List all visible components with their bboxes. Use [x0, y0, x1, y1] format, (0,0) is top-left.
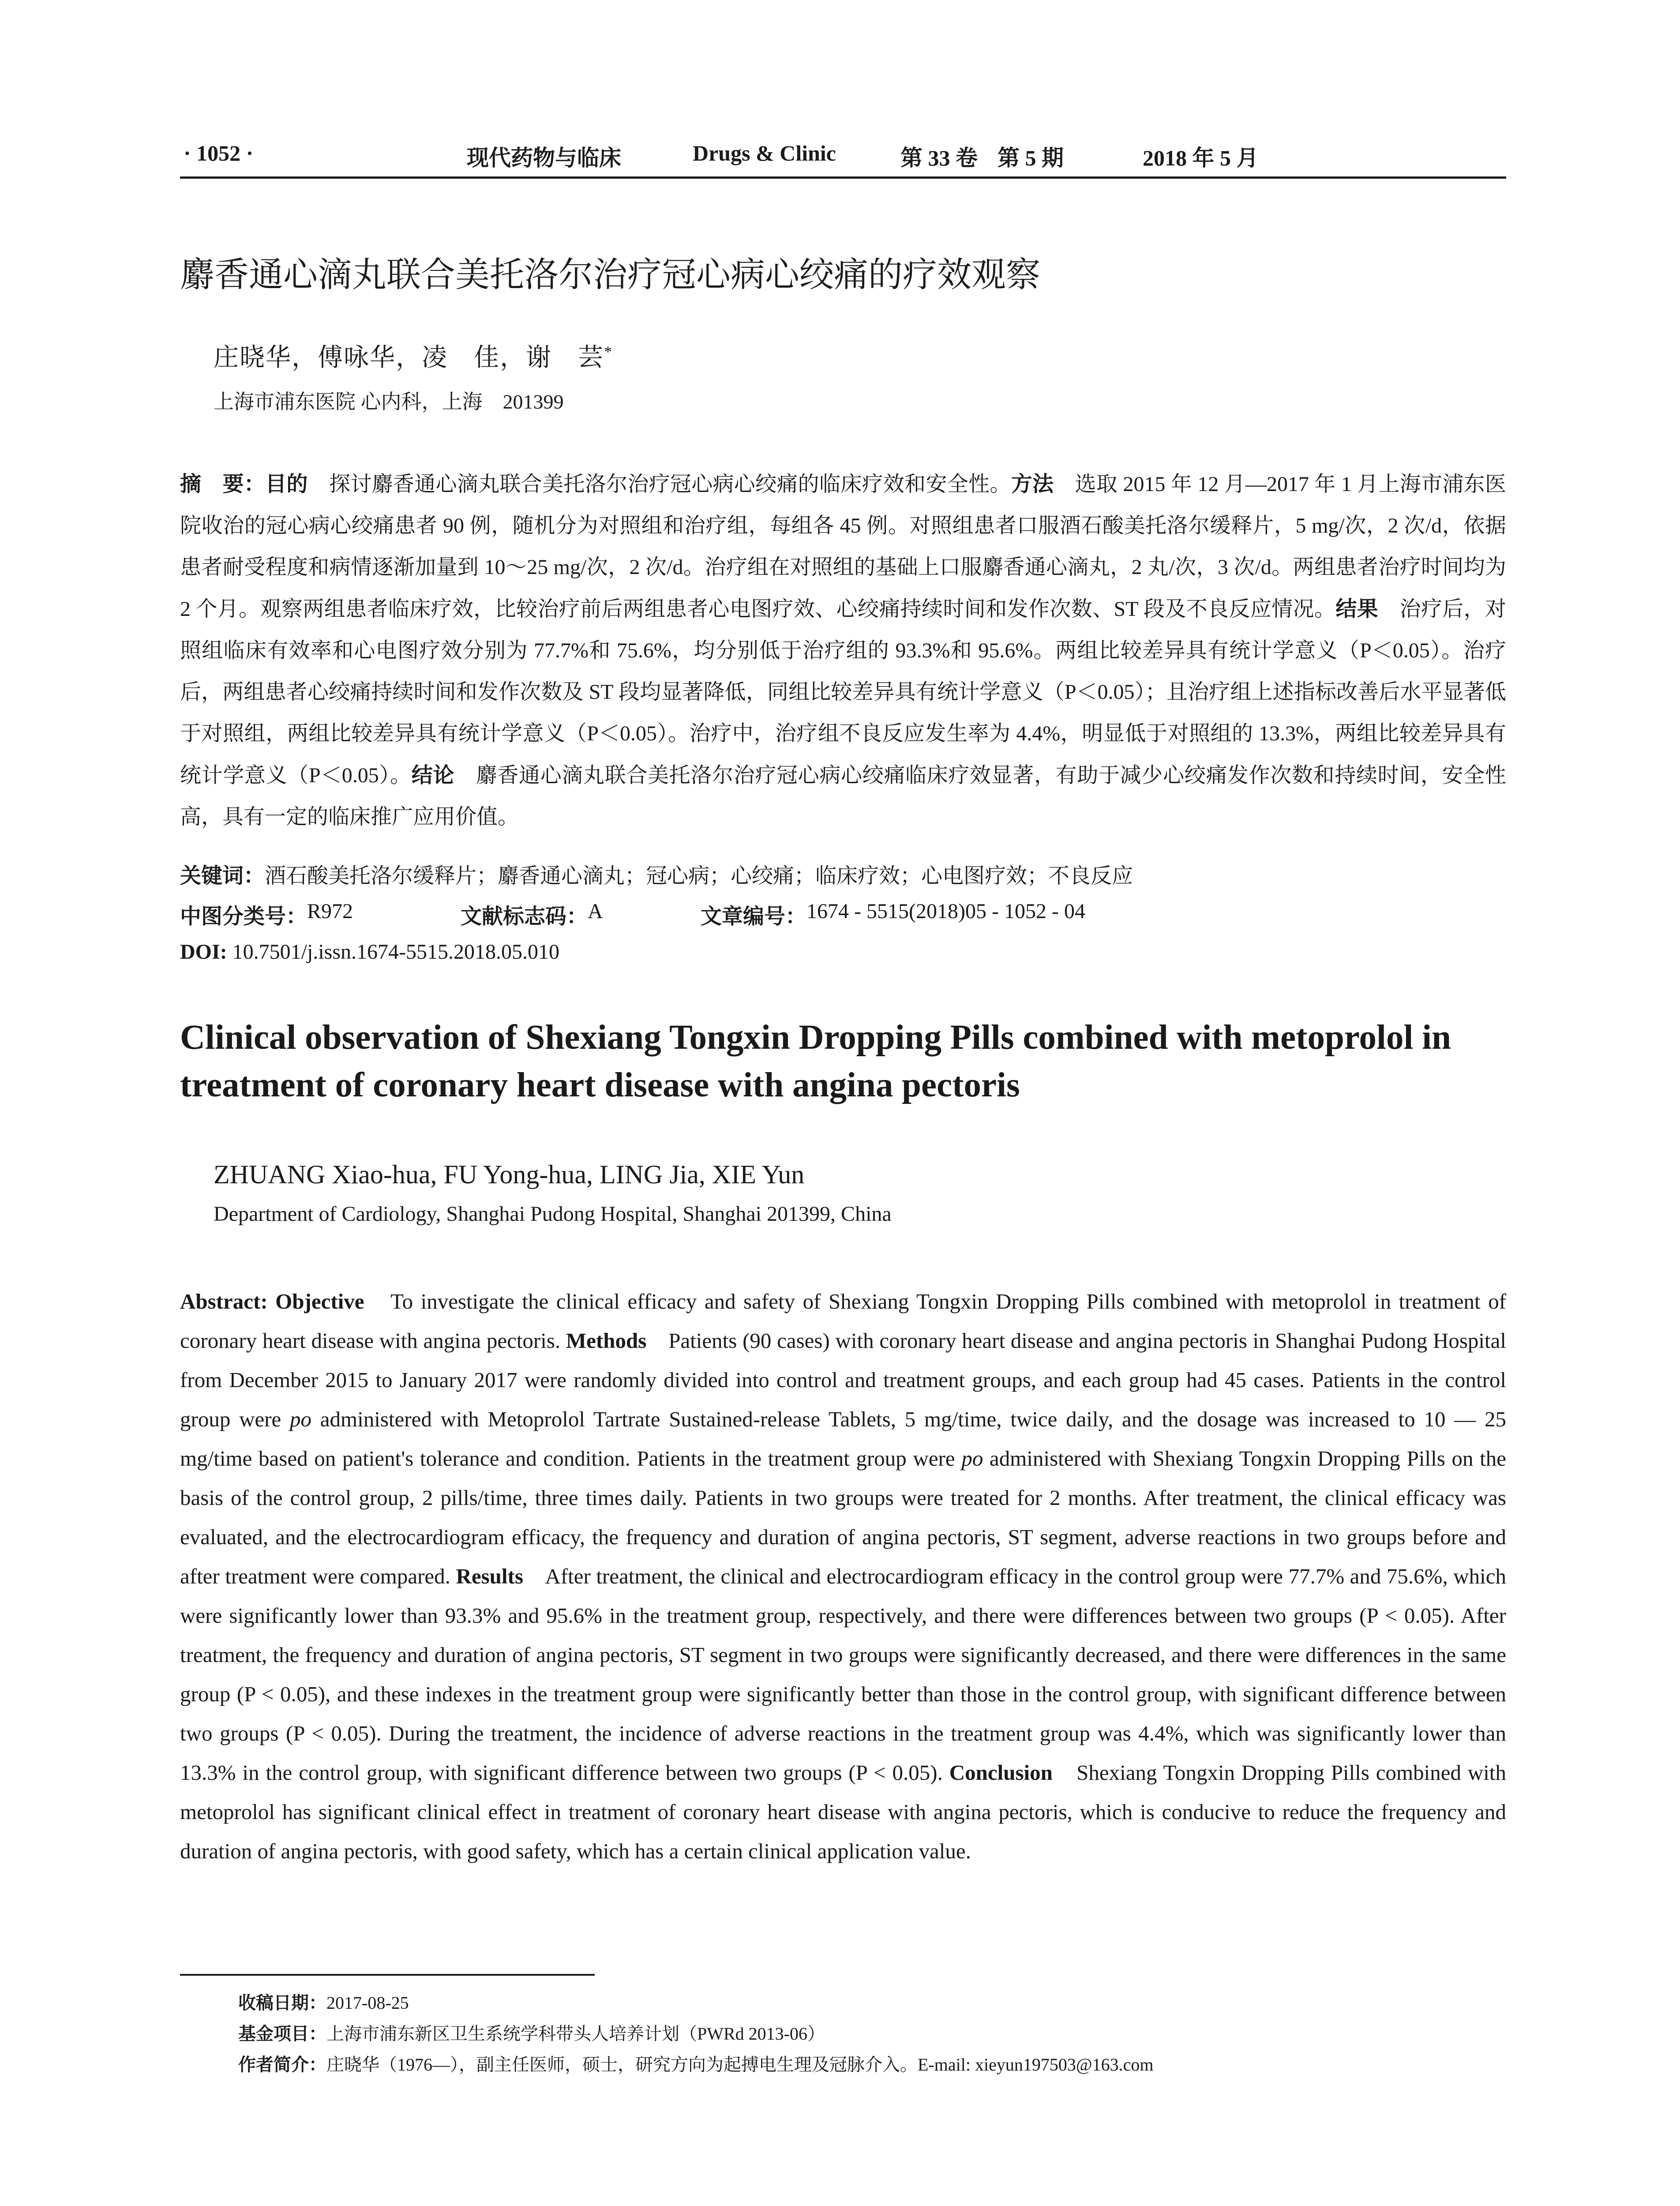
methods-en-text-2: administered with Metoprolol Tartrate Sustained-release Tablets, 5 mg/time, twice daily, and the dosage was increased to 10 — 25 mg/time based on patient's tolerance and condition. Patients in the treatment group were: [180, 1407, 1506, 1471]
clc-value: R972: [307, 900, 353, 923]
objective-en-text: To investigate the clinical efficacy and safety of Shexiang Tongxin Dropping Pills combined with metoprolol in treatment of coronary heart disease with angina pectoris.: [180, 1289, 1507, 1353]
affiliation-cn: 上海市浦东医院 心内科，上海 201399: [214, 390, 564, 413]
fund-label: 基金项目：: [238, 2024, 326, 2044]
authors-en: ZHUANG Xiao-hua, FU Yong-hua, LING Jia, XIE Yun: [214, 1160, 805, 1189]
po-abbrev-2: po: [961, 1446, 983, 1471]
doc-code-label: 文献标志码：: [461, 904, 588, 929]
objective-cn-text: 探讨麝香通心滴丸联合美托洛尔治疗冠心病心绞痛的临床疗效和安全性。: [308, 473, 1011, 496]
keywords-text: 酒石酸美托洛尔缓释片；麝香通心滴丸；冠心病；心绞痛；临床疗效；心电图疗效；不良反应: [265, 864, 1133, 888]
abstract-cn: [180, 463, 1506, 838]
footnote-divider: [180, 1974, 595, 1976]
conclusion-en-text: Shexiang Tongxin Dropping Pills combined with metoprolol has significant clinical effect in treatment of coronary heart disease with angina pectoris, which is conducive to reduce the frequency and duration of angina pectoris, with good safety, which has a certain clinical application value.: [180, 1760, 1506, 1863]
affiliation-en: Department of Cardiology, Shanghai Pudong Hospital, Shanghai 201399, China: [214, 1202, 892, 1226]
doi-label: DOI:: [180, 940, 227, 964]
methods-en-text-1: Patients (90 cases) with coronary heart disease and angina pectoris in Shanghai Pudong Hospital from December 2015 to January 2017 were randomly divided into control and treatment groups, and each group had 45 cases. Patients in the control group were: [180, 1328, 1506, 1431]
journal-name-cn: 现代药物与临床: [467, 146, 621, 170]
author-bio-value: 庄晓华（1976—），副主任医师，硕士，研究方向为起搏电生理及冠脉介入。E-mail: xieyun197503@163.com: [326, 2055, 1154, 2075]
methods-cn-text: 选取 2015 年 12 月—2017 年 1 月上海市浦东医院收治的冠心病心绞痛患者 90 例，随机分为对照组和治疗组，每组各 45 例。对照组患者口服酒石酸美托洛尔缓释片，5 mg/次，2 次/d，依据患者耐受程度和病情逐渐加量到 10～25 mg/次，2 次/d。治疗组在对照组的基础上口服麝香通心滴丸，2 丸/次，3 次/d。两组患者治疗时间均为 2 个月。观察两组患者临床疗效，比较治疗前后两组患者心电图疗效、心绞痛持续时间和发作次数、ST 段及不良反应情况。: [180, 473, 1506, 621]
article-title-cn: 麝香通心滴丸联合美托洛尔治疗冠心病心绞痛的疗效观察: [180, 255, 1041, 295]
objective-cn-label: 目的: [265, 472, 308, 496]
journal-name-en: Drugs & Clinic: [693, 141, 836, 165]
author-names-cn: 庄晓华，傅咏华，凌 佳，谢 芸: [214, 344, 604, 371]
journal-volume: 第 33 卷: [900, 146, 978, 170]
abstract-en: [180, 1282, 1506, 1871]
authors-cn: [214, 337, 613, 373]
methods-en-text-3: administered with Shexiang Tongxin Dropping Pills on the basis of the control group, 2 pills/time, three times daily. Patients in two groups were treated for 2 months. After treatment, the clinical efficacy was evaluated, and the electrocardiogram efficacy, the frequency and duration of angina pectoris, ST segment, adverse reactions in two groups before and after treatment were compared.: [180, 1446, 1506, 1588]
author-bio-label: 作者简介：: [238, 2055, 326, 2075]
clc-field: [180, 899, 353, 930]
journal-date: 2018 年 5 月: [1143, 146, 1259, 170]
results-cn-text: 治疗后，对照组临床有效率和心电图疗效分别为 77.7%和 75.6%，均分别低于治疗组的 93.3%和 95.6%。两组比较差异具有统计学意义（P＜0.05）。治疗后，两组患者心绞痛持续时间和发作次数及 ST 段均显著降低，同组比较差异具有统计学意义（P＜0.05）；且治疗组上述指标改善后水平显著低于对照组，两组比较差异具有统计学意义（P＜0.05）。治疗中，治疗组不良反应发生率为 4.4%，明显低于对照组的 13.3%，两组比较差异具有统计学意义（P＜0.05）。: [180, 597, 1506, 787]
keywords-line: [180, 859, 1133, 889]
methods-en-label: Methods: [566, 1328, 647, 1353]
methods-cn-label: 方法: [1011, 472, 1054, 496]
conclusion-cn-text: 麝香通心滴丸联合美托洛尔治疗冠心病心绞痛临床疗效显著，有助于减少心绞痛发作次数和持续时间，安全性高，具有一定的临床推广应用价值。: [180, 764, 1506, 829]
footnote-author: [238, 2051, 1154, 2076]
article-title-en: Clinical observation of Shexiang Tongxin Dropping Pills combined with metoprolol in treatment of coronary heart disease with angina pectoris: [180, 1018, 1451, 1104]
running-header: [180, 140, 1506, 176]
fund-value: 上海市浦东新区卫生系统学科带头人培养计划（PWRd 2013-06）: [326, 2024, 825, 2044]
doc-code-value: A: [588, 900, 603, 923]
keywords-label: 关键词：: [180, 863, 265, 888]
footnote-received: [238, 1989, 409, 2014]
received-value: 2017-08-25: [326, 1993, 409, 2013]
article-number-value: 1674 - 5515(2018)05 - 1052 - 04: [806, 900, 1085, 923]
results-en-text: After treatment, the clinical and electrocardiogram efficacy in the control group were 77.7% and 75.6%, which were significantly lower than 93.3% and 95.6% in the treatment group, respectively, and there were differences between two groups (P < 0.05). After treatment, the frequency and duration of angina pectoris, ST segment in two groups were significantly decreased, and there were differences in the same group (P < 0.05), and these indexes in the treatment group were significantly better than those in the control group, with significant difference between two groups (P < 0.05). During the treatment, the incidence of adverse reactions in the treatment group was 4.4%, which was significantly lower than 13.3% in the control group, with significant difference between two groups (P < 0.05).: [180, 1564, 1506, 1785]
results-cn-label: 结果: [1335, 597, 1379, 621]
clc-label: 中图分类号：: [180, 904, 308, 929]
doi-value: 10.7501/j.issn.1674-5515.2018.05.010: [227, 940, 560, 964]
conclusion-en-label: Conclusion: [949, 1760, 1053, 1785]
conclusion-cn-label: 结论: [411, 763, 455, 788]
footnote-fund: [238, 2020, 825, 2045]
abstract-en-label: Abstract: Objective: [180, 1289, 364, 1313]
doc-code-field: [461, 899, 603, 930]
article-number-field: [701, 899, 1085, 930]
corresponding-author-mark: *: [604, 343, 613, 360]
article-number-label: 文章编号：: [701, 904, 807, 929]
results-en-label: Results: [456, 1564, 523, 1588]
journal-issue: 第 5 期: [998, 146, 1064, 170]
po-abbrev-1: po: [290, 1407, 312, 1431]
abstract-cn-label: 摘 要：: [180, 472, 266, 496]
header-divider: [180, 176, 1506, 179]
received-label: 收稿日期：: [238, 1993, 326, 2013]
doi-line: [180, 940, 559, 964]
page-number: · 1052 ·: [184, 141, 254, 165]
